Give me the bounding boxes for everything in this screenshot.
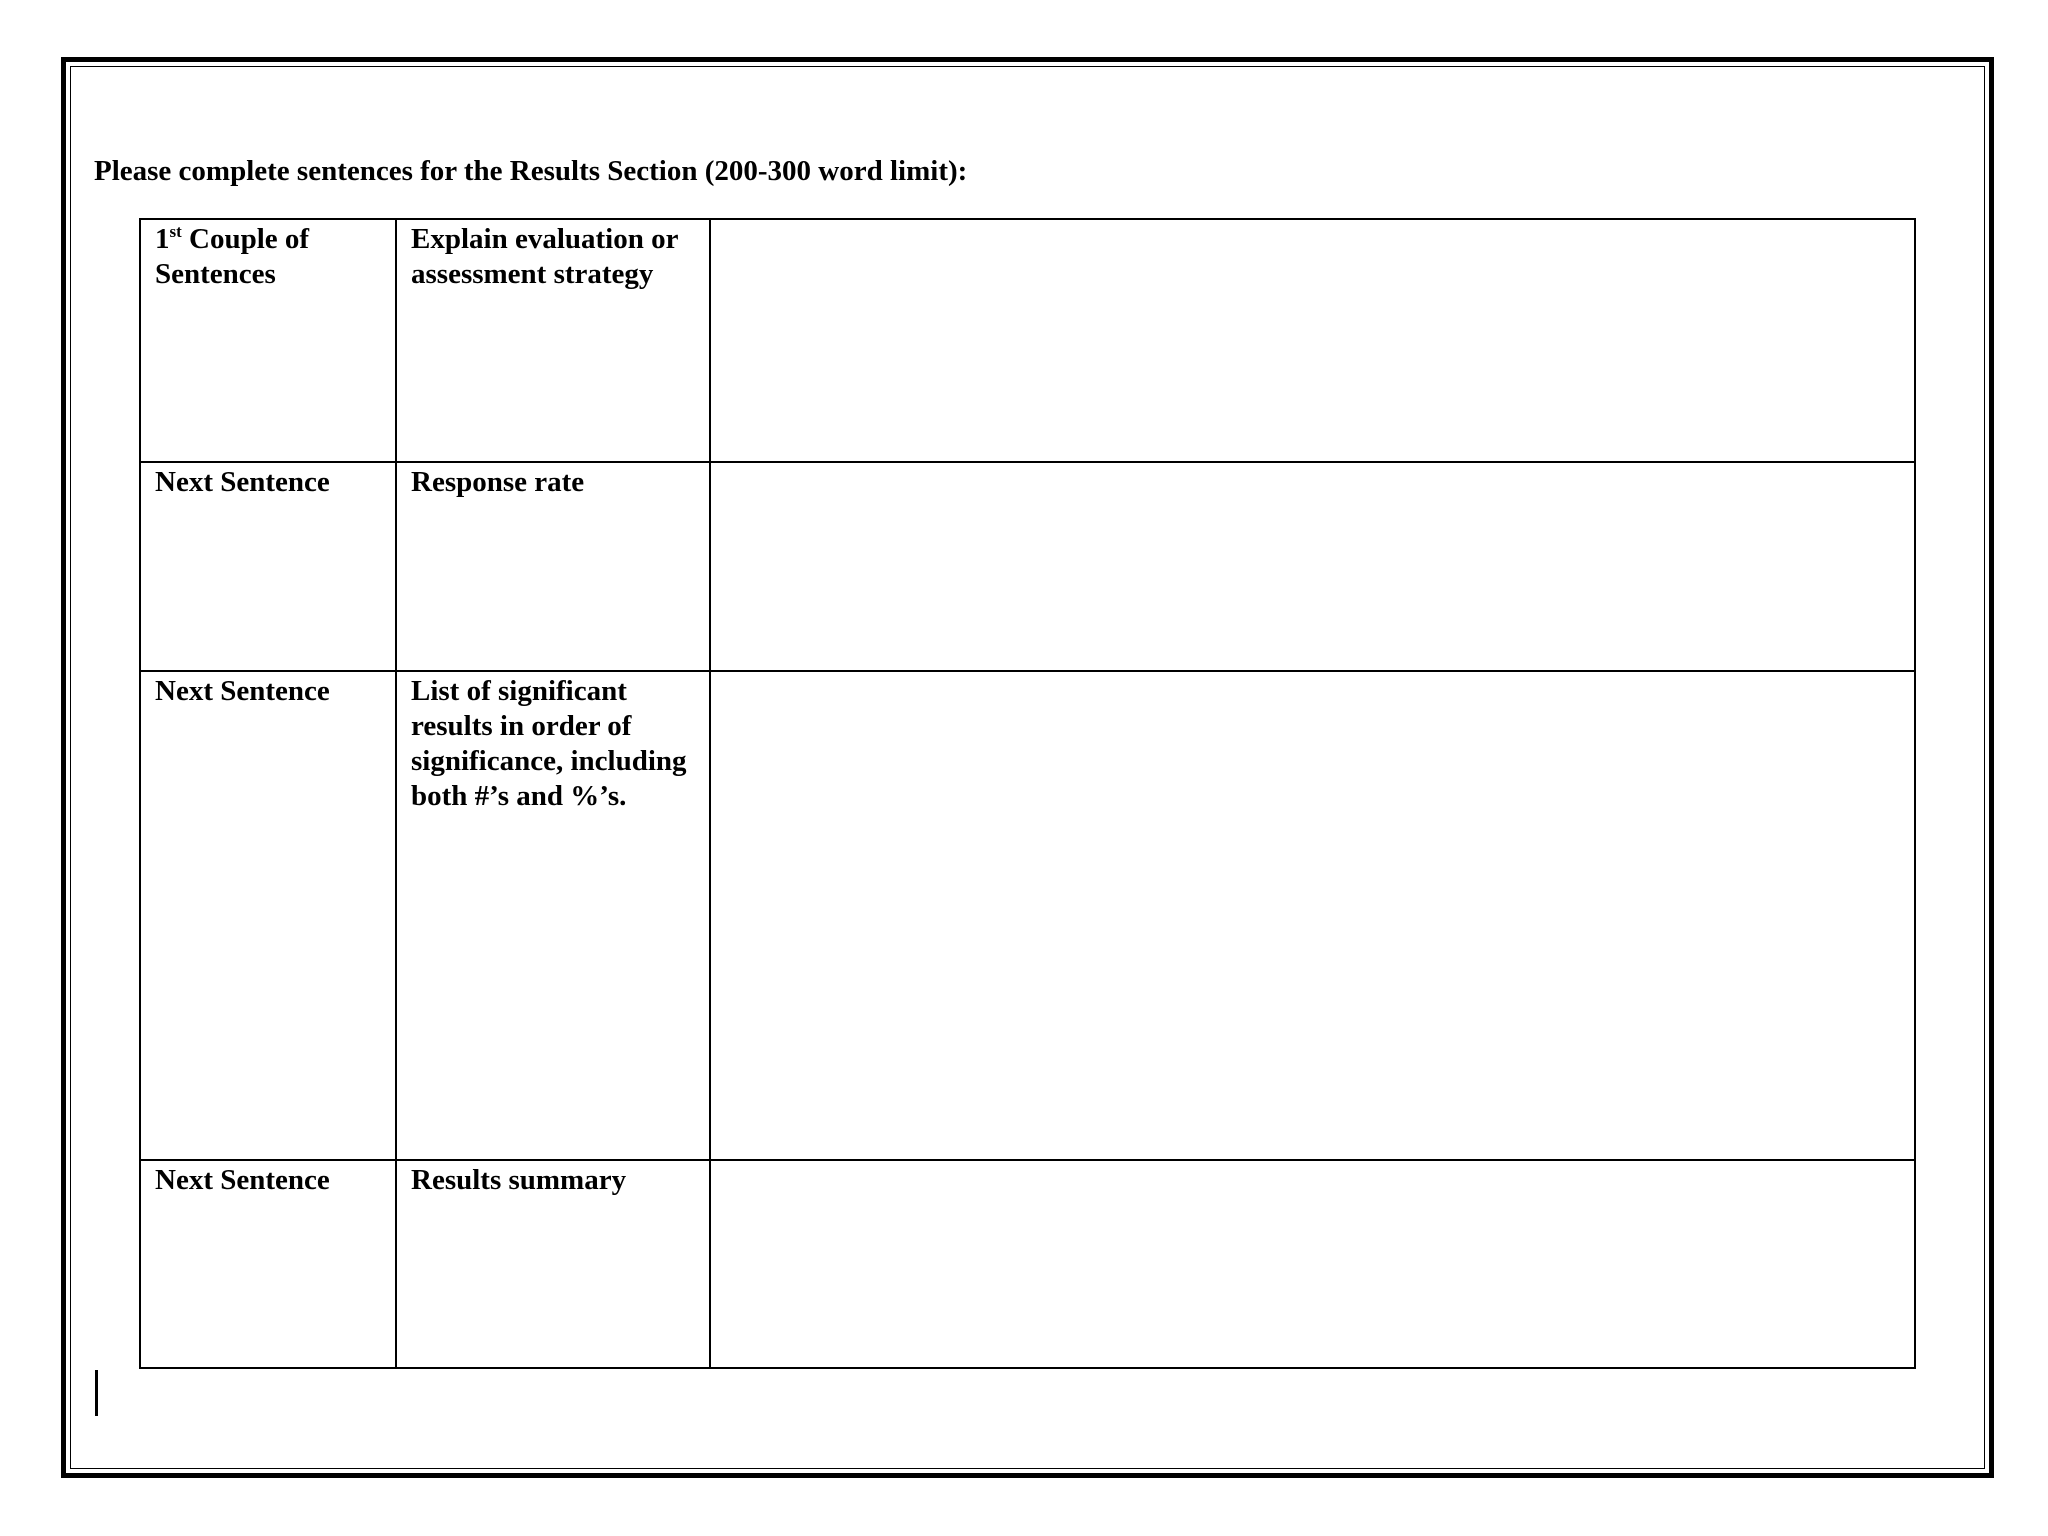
response-cell[interactable] xyxy=(710,671,1915,1160)
table-row xyxy=(140,1160,1915,1368)
table-row xyxy=(140,462,1915,671)
results-section-table xyxy=(139,218,1916,1369)
description-label: Explain evaluation or assessment strategy xyxy=(411,223,678,290)
section-cell xyxy=(140,671,396,1160)
section-label: Next Sentence xyxy=(155,675,330,707)
description-cell xyxy=(396,1160,710,1368)
section-cell xyxy=(140,1160,396,1368)
table-row xyxy=(140,219,1915,462)
section-number: 1 xyxy=(155,223,170,255)
description-label: Response rate xyxy=(411,466,585,498)
response-cell[interactable] xyxy=(710,219,1915,462)
section-ordinal-suffix: st xyxy=(169,222,182,241)
description-label: List of significant results in order of significance, including both #’s and %’s. xyxy=(411,675,687,812)
section-label-rest: Couple of Sentences xyxy=(155,223,310,290)
instructions-heading: Please complete sentences for the Results Section (200-300 word limit): xyxy=(94,155,968,187)
section-label xyxy=(141,220,395,292)
description-label: Results summary xyxy=(411,1164,627,1196)
section-label: Next Sentence xyxy=(155,466,330,498)
text-insertion-cursor xyxy=(95,1370,98,1416)
section-label: Next Sentence xyxy=(155,1164,330,1196)
section-cell xyxy=(140,219,396,462)
description-cell xyxy=(396,671,710,1160)
response-cell[interactable] xyxy=(710,1160,1915,1368)
description-cell xyxy=(396,462,710,671)
response-cell[interactable] xyxy=(710,462,1915,671)
section-cell xyxy=(140,462,396,671)
table-row xyxy=(140,671,1915,1160)
description-cell xyxy=(396,219,710,462)
